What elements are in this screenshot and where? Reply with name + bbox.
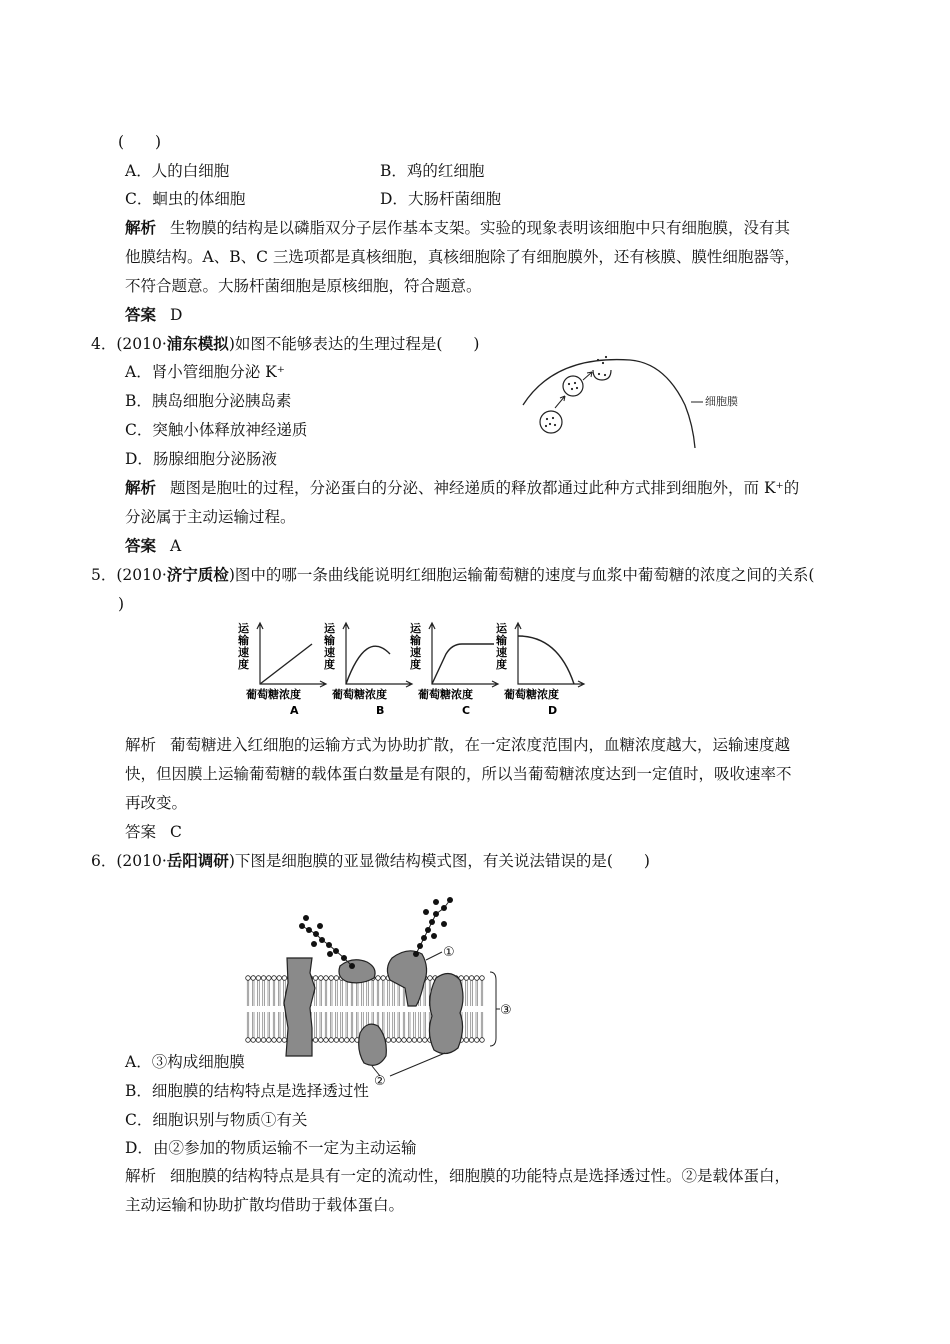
lipid-head (282, 976, 287, 981)
y-axis-label-char: 速 (238, 646, 249, 659)
graph-letter: A (290, 704, 299, 717)
y-axis-label-char: 度 (496, 658, 507, 671)
lipid-tail (356, 980, 358, 1006)
lipid-head (251, 1038, 256, 1043)
lipid-head (480, 976, 485, 981)
sugar-unit (423, 909, 429, 915)
lipid-head (277, 976, 282, 981)
lipid-tail (325, 1012, 327, 1038)
q5-answer: 答案 C (125, 823, 182, 841)
lipid-tail (330, 980, 332, 1006)
sugar-unit (349, 963, 355, 969)
sugar-unit (413, 951, 419, 957)
q4-option-b: B．胰岛细胞分泌胰岛素 (125, 392, 292, 410)
lipid-head (350, 1038, 355, 1043)
sugar-unit (433, 899, 439, 905)
lipid-tail (403, 1012, 405, 1038)
graph-C (409, 621, 498, 717)
q3-option-c: C．蛔虫的体细胞 (125, 190, 246, 208)
x-axis-label: 葡萄糖浓度 (504, 688, 559, 701)
lipid-tail (471, 1012, 473, 1038)
lipid-tail (315, 980, 317, 1006)
lipid-tail (382, 980, 384, 1006)
lipid-tail (320, 1012, 322, 1038)
lipid-head (334, 1038, 339, 1043)
vesicle-1 (540, 411, 562, 433)
lipid-head (417, 1038, 422, 1043)
sugar-unit (429, 919, 435, 925)
lipid-head (407, 1038, 412, 1043)
sugar-unit (327, 951, 333, 957)
q6-option-b: B．细胞膜的结构特点是选择透过性 (125, 1082, 369, 1100)
q4-option-a: A．肾小管细胞分泌 K⁺ (125, 363, 285, 381)
q4-option-c: C．突触小体释放神经递质 (125, 421, 308, 439)
lipid-head (256, 976, 261, 981)
fusing-vesicle (593, 370, 611, 380)
q5-analysis-line-1: 解析 葡萄糖进入红细胞的运输方式为协助扩散，在一定浓度范围内，血糖浓度越大，运输速度越 (125, 736, 791, 754)
lipid-head (464, 976, 469, 981)
graph-B (323, 621, 412, 717)
lipid-head (319, 976, 324, 981)
lipid-head (324, 1038, 329, 1043)
curve (432, 644, 494, 684)
label-1: ① (443, 945, 455, 960)
y-axis-label-char: 输 (238, 634, 249, 647)
lipid-head (319, 1038, 324, 1043)
curve (260, 644, 312, 684)
lipid-tail (336, 1012, 338, 1038)
vesicle-2 (563, 376, 583, 396)
sugar-unit (341, 955, 347, 961)
membrane-label: 细胞膜 (705, 395, 738, 408)
lipid-tail (388, 1012, 390, 1038)
lipid-tail (393, 1012, 395, 1038)
y-axis-label-char: 输 (410, 634, 421, 647)
q5-analysis-line-2: 快，但因膜上运输葡萄糖的载体蛋白数量是有限的，所以当葡萄糖浓度达到一定值时，吸收速率不 (125, 765, 792, 783)
lipid-tail (481, 980, 483, 1006)
lipid-tail (336, 980, 338, 1006)
y-axis-label-char: 运 (410, 622, 421, 635)
lipid-tail (325, 980, 327, 1006)
sugar-unit (431, 933, 437, 939)
x-axis-label: 葡萄糖浓度 (332, 688, 387, 701)
lipid-tail (424, 1012, 426, 1038)
lipid-head (469, 976, 474, 981)
y-axis-label-char: 运 (238, 622, 249, 635)
q4-answer: 答案 A (125, 536, 182, 555)
y-axis-label-char: 速 (496, 646, 507, 659)
q4-option-d: D．肠腺细胞分泌肠液 (125, 450, 277, 468)
q3-option-a: A．人的白细胞 (125, 162, 230, 180)
lipid-tail (263, 1012, 265, 1038)
q3-answer-bracket: ( ) (118, 133, 162, 151)
lipid-head (386, 1038, 391, 1043)
lipid-head (261, 1038, 266, 1043)
lipid-tail (476, 980, 478, 1006)
lipid-tail (273, 980, 275, 1006)
sugar-unit (441, 921, 447, 927)
sugar-unit (317, 923, 323, 929)
lipid-head (376, 976, 381, 981)
lipid-head (261, 976, 266, 981)
sugar-unit (313, 931, 319, 937)
lipid-tail (351, 980, 353, 1006)
axes (429, 623, 498, 687)
q3-option-d: D．大肠杆菌细胞 (380, 190, 501, 208)
lipid-head (412, 1038, 417, 1043)
lipid-tail (320, 980, 322, 1006)
lipid-head (397, 1038, 402, 1043)
peripheral-protein-outer (339, 960, 375, 983)
transmembrane-protein-left (284, 958, 315, 1056)
q6-stem: 6．(2010·岳阳调研)下图是细胞膜的亚显微结构模式图，有关说法错误的是( ) (91, 851, 650, 870)
y-axis-label-char: 度 (238, 658, 249, 671)
curve (518, 636, 574, 684)
lipid-tail (393, 980, 395, 1006)
lipid-tail (247, 980, 249, 1006)
axes (515, 623, 584, 687)
lipid-tail (466, 980, 468, 1006)
y-axis-label-char: 度 (410, 658, 421, 671)
transport-rate-graphs (230, 618, 600, 723)
q5-stem-line-2: ) (118, 595, 125, 613)
lipid-head (464, 1038, 469, 1043)
q3-analysis-line-3: 不符合题意。大肠杆菌细胞是原核细胞，符合题意。 (125, 277, 482, 295)
lipid-tail (346, 980, 348, 1006)
cell-membrane-figure (240, 888, 530, 1088)
sugar-unit (306, 927, 312, 933)
lipid-tail (341, 1012, 343, 1038)
lipid-tail (372, 980, 374, 1006)
sugar-unit (333, 948, 339, 954)
lipid-head (334, 976, 339, 981)
y-axis-label-char: 运 (496, 622, 507, 635)
x-axis-label: 葡萄糖浓度 (246, 688, 301, 701)
lipid-head (324, 976, 329, 981)
lipid-tail (252, 1012, 254, 1038)
lipid-head (423, 1038, 428, 1043)
q6-option-d: D．由②参加的物质运输不一定为主动运输 (125, 1139, 417, 1157)
lipid-tail (268, 1012, 270, 1038)
lipid-head (480, 1038, 485, 1043)
lipid-head (402, 1038, 407, 1043)
axes (343, 623, 412, 687)
axes (257, 623, 326, 687)
lipid-head (256, 1038, 261, 1043)
q6-option-c: C．细胞识别与物质①有关 (125, 1111, 308, 1129)
q3-option-b: B．鸡的红细胞 (380, 162, 485, 180)
y-axis-label-char: 输 (496, 634, 507, 647)
lipid-tail (273, 1012, 275, 1038)
lipid-head (345, 1038, 350, 1043)
lipid-tail (247, 1012, 249, 1038)
lipid-head (277, 1038, 282, 1043)
lipid-tail (278, 980, 280, 1006)
lipid-tail (263, 980, 265, 1006)
label-2: ② (374, 1074, 386, 1089)
lipid-head (246, 976, 251, 981)
curve (346, 646, 390, 684)
sugar-unit (417, 943, 423, 949)
lipid-tail (252, 980, 254, 1006)
sugar-unit (425, 927, 431, 933)
cell-membrane-arc (523, 360, 695, 448)
label-3: ③ (500, 1003, 512, 1018)
lipid-tail (419, 1012, 421, 1038)
carrier-protein-2b (429, 973, 463, 1053)
lipid-head (313, 1038, 318, 1043)
lipid-head (313, 976, 318, 981)
q4-stem: 4．(2010·浦东模拟)如图不能够表达的生理过程是( ) (91, 334, 480, 353)
sugar-unit (326, 942, 332, 948)
q6-option-a: A．③构成细胞膜 (125, 1052, 249, 1072)
lipid-tail (408, 1012, 410, 1038)
lipid-head (267, 976, 272, 981)
glycoprotein (387, 951, 426, 1006)
lipid-tail (388, 980, 390, 1006)
lipid-tail (377, 980, 379, 1006)
graph-letter: D (548, 704, 558, 717)
lipid-head (272, 1038, 277, 1043)
lipid-tail (284, 1012, 286, 1038)
lipid-head (329, 1038, 334, 1043)
lipid-tail (258, 980, 260, 1006)
sugar-unit (303, 915, 309, 921)
q5-analysis-line-3: 再改变。 (125, 794, 188, 812)
lipid-head (246, 1038, 251, 1043)
x-axis-label: 葡萄糖浓度 (418, 688, 473, 701)
y-axis-label-char: 运 (324, 622, 335, 635)
sugar-unit (311, 941, 317, 947)
sugar-unit (433, 911, 439, 917)
lipid-head (428, 976, 433, 981)
lipid-tail (346, 1012, 348, 1038)
lipid-tail (278, 1012, 280, 1038)
q6-analysis-line-2: 主动运输和协助扩散均借助于载体蛋白。 (125, 1196, 405, 1214)
lipid-head (272, 976, 277, 981)
q4-analysis-line-2: 分泌属于主动运输过程。 (125, 508, 296, 526)
lipid-tail (351, 1012, 353, 1038)
q4-analysis-line-1: 解析 题图是胞吐的过程，分泌蛋白的分泌、神经递质的释放都通过此种方式排到细胞外，而 K⁺的 (125, 478, 800, 497)
q3-answer: 答案 D (125, 305, 183, 324)
lipid-tail (466, 1012, 468, 1038)
analysis-label: 解析 (125, 218, 157, 237)
lipid-tail (476, 1012, 478, 1038)
lipid-tail (471, 980, 473, 1006)
lipid-tail (268, 980, 270, 1006)
exocytosis-figure (515, 350, 738, 450)
sugar-unit (421, 935, 427, 941)
lipid-tail (362, 980, 364, 1006)
graph-A (237, 621, 326, 717)
lipid-tail (330, 1012, 332, 1038)
lipid-tail (481, 1012, 483, 1038)
q6-analysis-line-1: 解析 细胞膜的结构特点是具有一定的流动性，细胞膜的功能特点是选择透过性。②是载体蛋白， (125, 1167, 791, 1185)
lipid-tail (341, 980, 343, 1006)
lipid-tail (356, 1012, 358, 1038)
lipid-tail (315, 1012, 317, 1038)
q3-analysis-line-1: 解析 生物膜的结构是以磷脂双分子层作基本支架。实验的现象表明该细胞中只有细胞膜，没有其 (125, 218, 791, 237)
sugar-unit (319, 937, 325, 943)
lipid-head (381, 976, 386, 981)
lipid-head (475, 1038, 480, 1043)
y-axis-label-char: 速 (324, 646, 335, 659)
graph-D (495, 621, 584, 717)
lipid-tail (398, 1012, 400, 1038)
lipid-tail (367, 980, 369, 1006)
lipid-tail (258, 1012, 260, 1038)
lipid-head (329, 976, 334, 981)
sugar-unit (447, 897, 453, 903)
y-axis-label-char: 速 (410, 646, 421, 659)
graph-letter: B (376, 704, 385, 717)
y-axis-label-char: 输 (324, 634, 335, 647)
lipid-head (339, 1038, 344, 1043)
lipid-tail (414, 1012, 416, 1038)
graph-letter: C (462, 704, 471, 717)
lipid-head (391, 1038, 396, 1043)
sugar-unit (441, 905, 447, 911)
lipid-head (267, 1038, 272, 1043)
lipid-head (282, 1038, 287, 1043)
lipid-head (251, 976, 256, 981)
sugar-unit (299, 923, 305, 929)
lipid-head (475, 976, 480, 981)
q3-analysis-line-2: 他膜结构。A、B、C 三选项都是真核细胞，真核细胞除了有细胞膜外，还有核膜、膜性细胞器等， (125, 248, 800, 266)
q5-stem: 5．(2010·济宁质检)图中的哪一条曲线能说明红细胞运输葡萄糖的速度与血浆中葡萄糖的浓度之间的关系( (91, 565, 815, 584)
lipid-head (469, 1038, 474, 1043)
y-axis-label-char: 度 (324, 658, 335, 671)
